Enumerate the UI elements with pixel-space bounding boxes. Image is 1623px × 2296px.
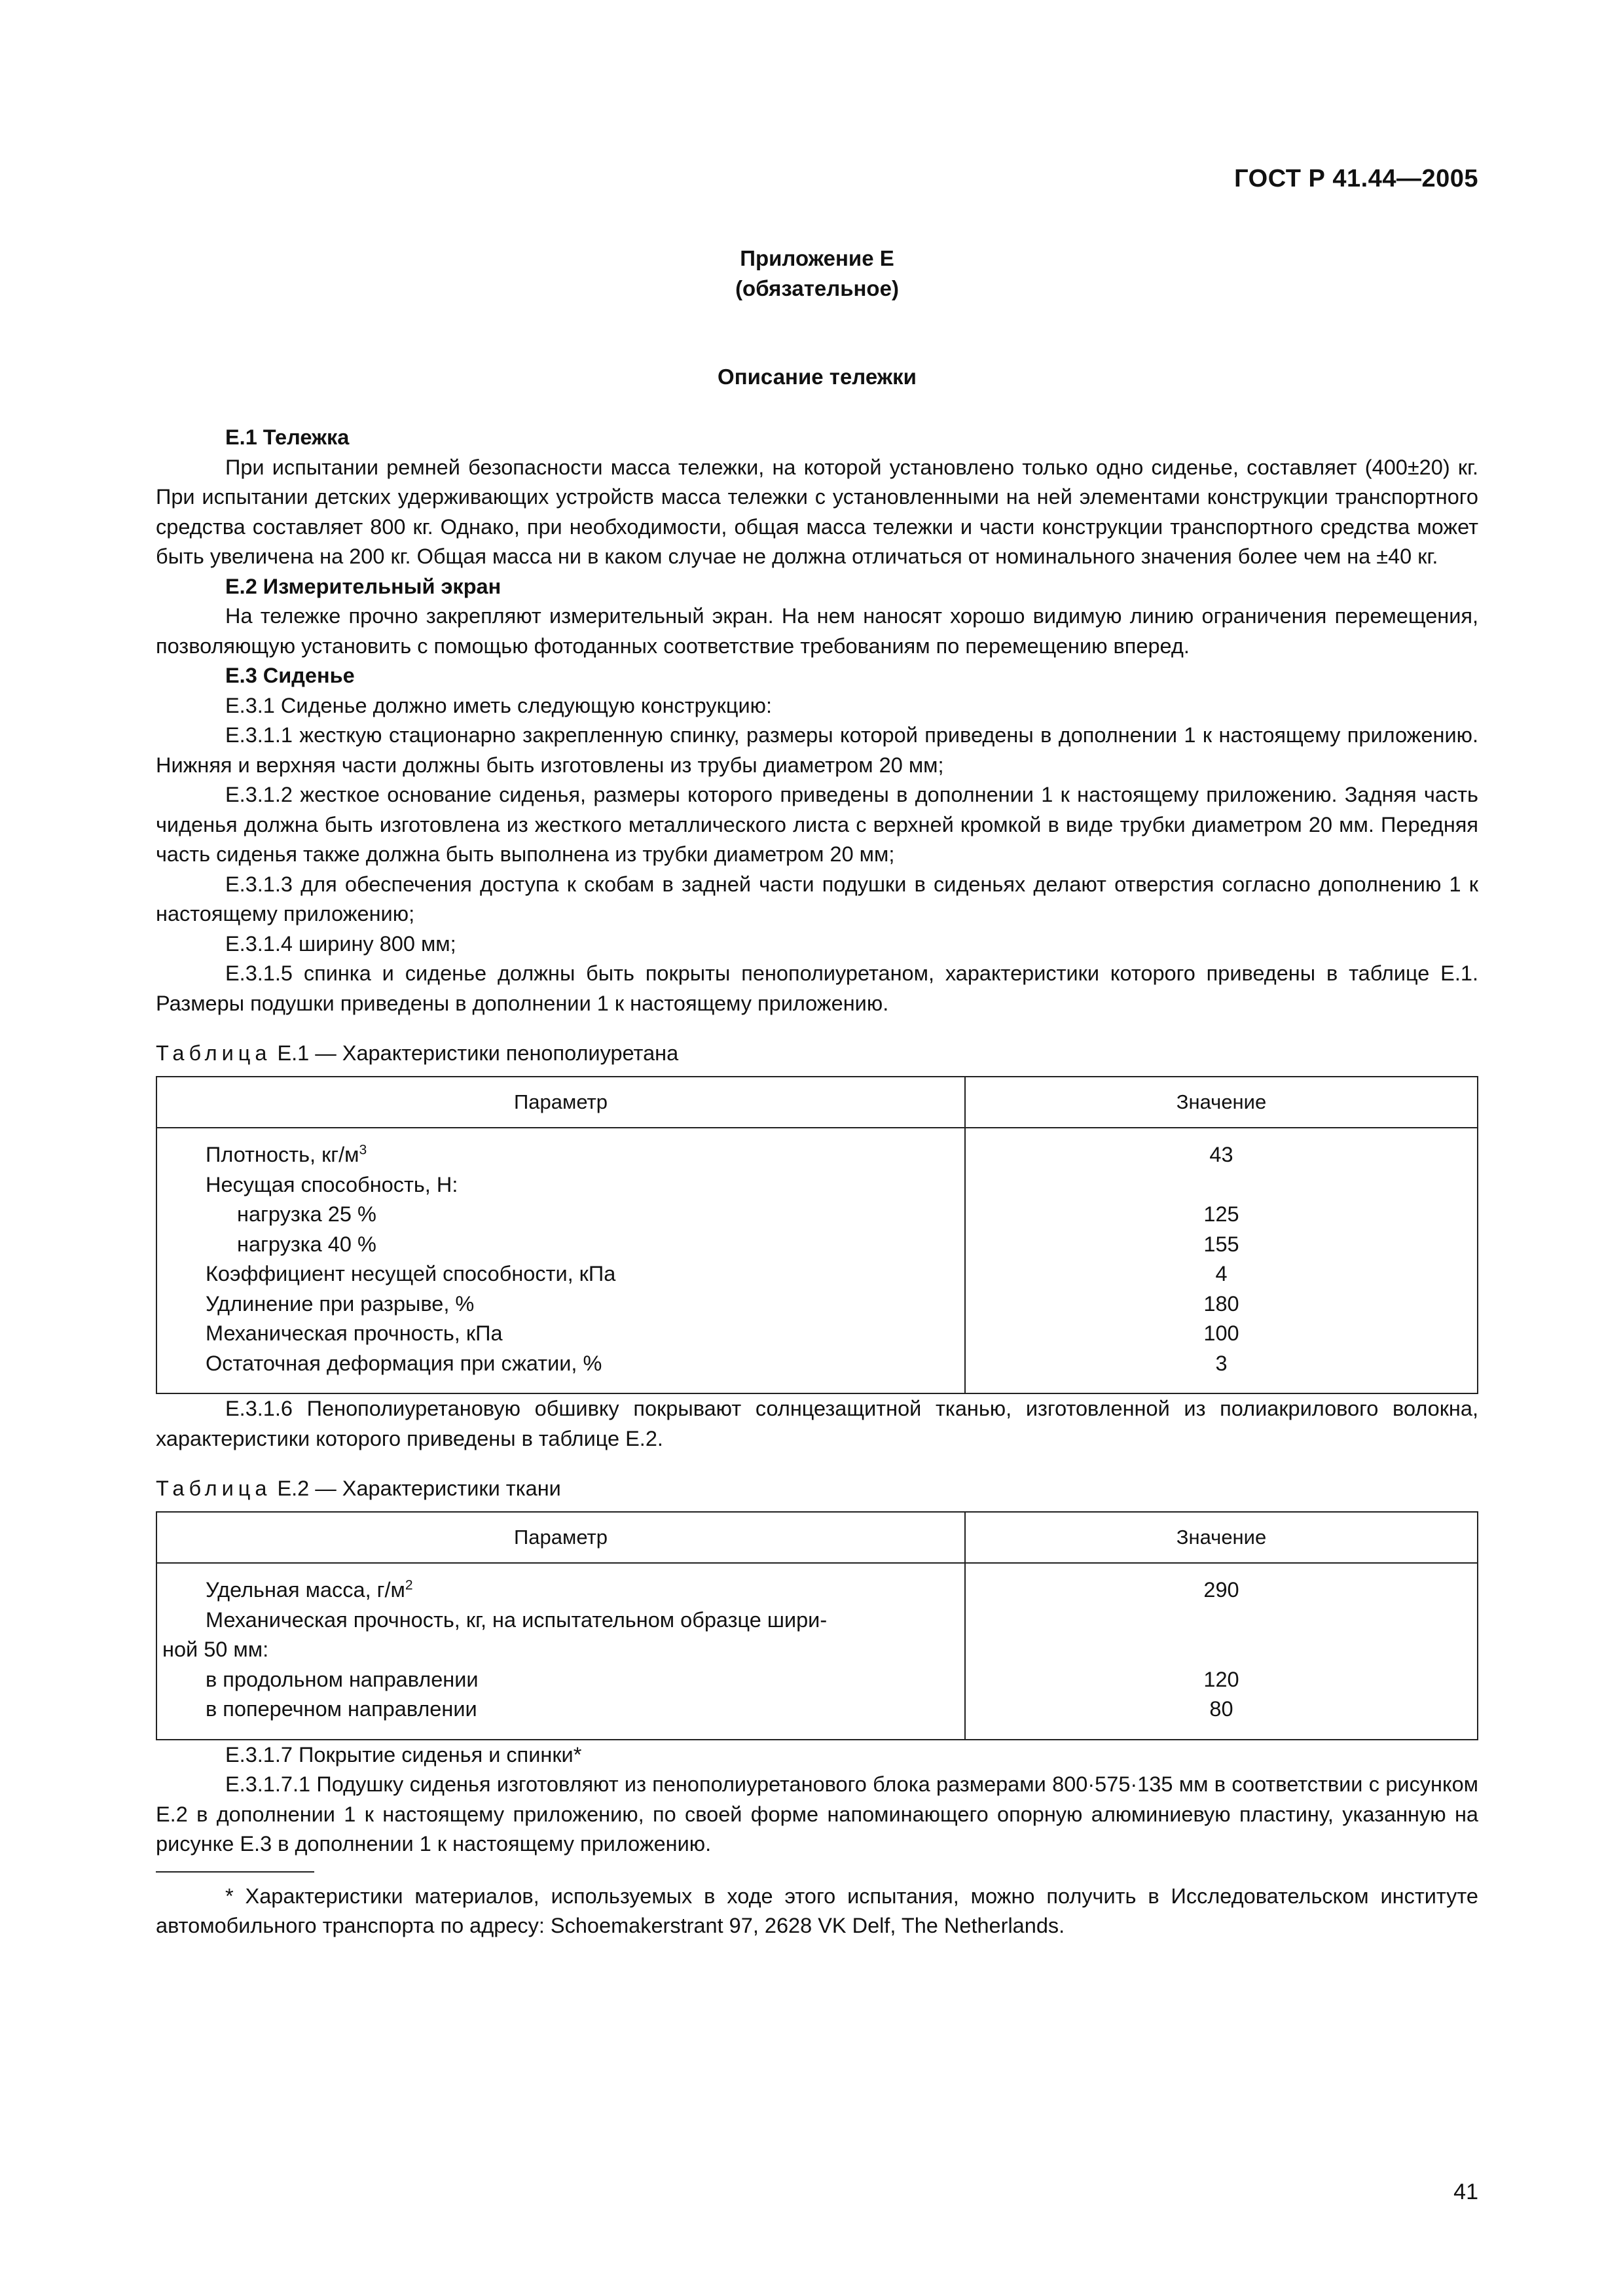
table2-caption-text: Е.2 — Характеристики ткани [277, 1477, 561, 1500]
footnote: * Характеристики материалов, используемых в ходе этого испытания, можно получить в Исследовательском институте автомобильного транспорта по адресу: Schoemakerstrant 97, 2628 VK Delf, The Netherlands. [156, 1884, 1478, 1937]
section-e1-heading: Е.1 Тележка [225, 425, 350, 449]
table2-param-text: ной 50 мм: [162, 1638, 269, 1661]
table1-header-param: Параметр [156, 1077, 965, 1128]
table1-param-text: нагрузка 25 % [237, 1202, 376, 1226]
table2-header-param: Параметр [156, 1512, 965, 1563]
table1-caption [156, 1038, 1478, 1068]
table1-param-cell [157, 1140, 964, 1170]
table2-param-cell [157, 1605, 964, 1636]
table2-value-column [966, 1564, 1477, 1739]
table1-value-column [966, 1128, 1477, 1393]
annex-label: Приложение Е [740, 246, 894, 270]
clause-e313: Е.3.1.3 для обеспечения доступа к скобам в задней части подушки в сиденьях делают отверстия согласно дополнению 1 к настоящему приложению; [156, 872, 1478, 925]
table1-param-text: Несущая способность, Н: [206, 1172, 458, 1196]
table2-value-cell [966, 1635, 1477, 1665]
table2-caption [156, 1473, 1478, 1503]
table2-param-cell [157, 1695, 964, 1725]
section-e3-heading: Е.3 Сиденье [225, 664, 355, 687]
table1-caption-text: Е.1 — Характеристики пенополиуретана [277, 1041, 679, 1065]
table1-header-value: Значение [965, 1077, 1478, 1128]
table1-param-superscript: 3 [359, 1142, 367, 1158]
table1-caption-word: Таблица [156, 1041, 272, 1065]
table1-value-cell: 180 [1203, 1291, 1239, 1316]
table1-value-cell: 100 [1203, 1321, 1239, 1345]
table2-header-value: Значение [965, 1512, 1478, 1563]
page-number: 41 [1453, 2179, 1478, 2204]
annex-status: (обязательное) [735, 276, 899, 300]
table2 [156, 1511, 1478, 1740]
table1-value-cell: 43 [1209, 1143, 1233, 1166]
table2-value-cell: 290 [1203, 1578, 1239, 1602]
table2-param-superscript: 2 [405, 1577, 413, 1593]
clause-e3171: Е.3.1.7.1 Подушку сиденья изготовляют из пенополиуретанового блока размерами 800·575·135 мм в соответствии с рисунком Е.2 в дополнении 1 к настоящему приложению, по своей форме напоминающего опорную алюминиевую пластину, указанную на рисунке Е.3 в дополнении 1 к настоящему приложению. [156, 1772, 1478, 1856]
table2-param-cell [157, 1635, 964, 1665]
table2-param-text: в поперечном направлении [206, 1697, 477, 1721]
table2-param-text: в продольном направлении [206, 1667, 479, 1691]
table1-value-cell: 155 [1203, 1232, 1239, 1256]
table1-param-text: Остаточная деформация при сжатии, % [206, 1351, 602, 1375]
clause-e31: Е.3.1 Сиденье должно иметь следующую конструкцию: [225, 693, 773, 717]
table2-param-cell [157, 1575, 964, 1605]
clause-e311: Е.3.1.1 жесткую стационарно закрепленную спинку, размеры которой приведены в дополнении 1 к настоящему приложению. Нижняя и верхняя части должны быть изготовлены из трубы диаметром 20 мм; [156, 723, 1478, 777]
table1-value-cell [966, 1170, 1477, 1200]
clause-e315: Е.3.1.5 спинка и сиденье должны быть покрыты пенополиуретаном, характеристики которого приведены в таблице Е.1. Размеры подушки приведены в дополнении 1 к настоящему приложению. [156, 961, 1478, 1015]
table1-param-cell [157, 1259, 964, 1289]
table2-param-cell [157, 1665, 964, 1695]
table1-param-cell [157, 1349, 964, 1379]
table2-param-text: Механическая прочность, кг, на испытательном образце шири- [206, 1607, 828, 1632]
section-e2-heading: Е.2 Измерительный экран [225, 574, 501, 598]
table1-value-cell: 3 [1215, 1351, 1228, 1375]
table1-param-cell [157, 1230, 964, 1260]
clause-e312: Е.3.1.2 жесткое основание сиденья, размеры которого приведены в дополнении 1 к настоящему приложению. Задняя часть чиденья должна быть изготовлена из жесткого металлического листа с верхней кромкой в виде трубки диаметром 20 мм. Передняя часть сиденья также должна быть выполнена из трубки диаметром 20 мм; [156, 783, 1478, 866]
table1-param-cell [157, 1170, 964, 1200]
annex-heading [156, 243, 1478, 304]
table1-param-text: Удлинение при разрыве, % [206, 1291, 475, 1316]
annex-title: Описание тележки [718, 365, 917, 389]
table2-value-cell: 80 [1209, 1697, 1233, 1721]
table2-caption-word: Таблица [156, 1477, 272, 1500]
table2-param-column [157, 1564, 964, 1739]
table1-param-column [157, 1128, 964, 1393]
table1-param-text: Плотность, кг/м [206, 1143, 359, 1166]
document-body [156, 423, 1478, 1941]
section-e2-text: На тележке прочно закрепляют измерительный экран. На нем наносят хорошо видимую линию ограничения перемещения, позволяющую установить с помощью фотоданных соответствие требованиям по перемещению вперед. [156, 604, 1478, 658]
table1 [156, 1076, 1478, 1394]
clause-e314: Е.3.1.4 ширину 800 мм; [225, 931, 456, 956]
table1-param-text: нагрузка 40 % [237, 1232, 376, 1256]
table1-value-cell: 4 [1215, 1262, 1228, 1285]
section-e1-text: При испытании ремней безопасности масса тележки, на которой установлено только одно сиденье, составляет (400±20) кг. При испытании детских удерживающих устройств масса тележки с установленными на ней элементами конструкции транспортного средства составляет 800 кг. Однако, при необходимости, общая масса тележки и части конструкции транспортного средства может быть увеличена на 200 кг. Общая масса ни в каком случае не должна отличаться от номинального значения более чем на ±40 кг. [156, 455, 1478, 568]
table2-param-text: Удельная масса, г/м [206, 1578, 405, 1602]
table2-value-cell: 120 [1203, 1667, 1239, 1691]
table1-param-text: Коэффициент несущей способности, кПа [206, 1262, 616, 1285]
table1-value-cell: 125 [1203, 1202, 1239, 1226]
table1-param-cell [157, 1319, 964, 1349]
table1-param-cell [157, 1200, 964, 1230]
table1-param-cell [157, 1289, 964, 1319]
footnote-separator [156, 1871, 314, 1873]
standard-code: ГОСТ Р 41.44—2005 [1234, 165, 1478, 192]
table2-value-cell [966, 1605, 1477, 1636]
table1-param-text: Механическая прочность, кПа [206, 1321, 503, 1345]
clause-e316: Е.3.1.6 Пенополиуретановую обшивку покрывают солнцезащитной тканью, изготовленной из полиакрилового волокна, характеристики которого приведены в таблице Е.2. [156, 1397, 1478, 1450]
document-page [156, 0, 1478, 2296]
clause-e317: Е.3.1.7 Покрытие сиденья и спинки* [225, 1742, 582, 1767]
